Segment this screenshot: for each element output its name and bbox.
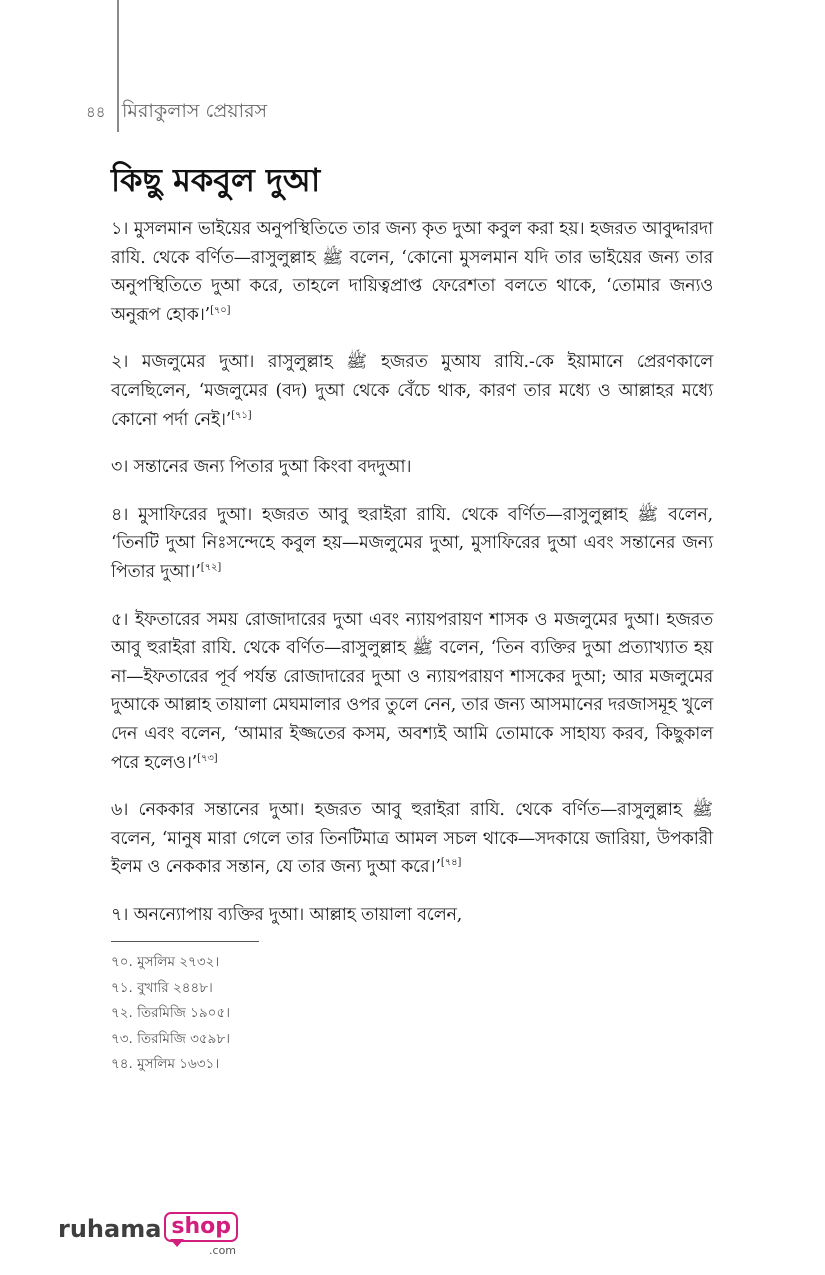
book-title: মিরাকুলাস প্রেয়ারস	[122, 100, 268, 122]
paragraph-2	[111, 348, 713, 434]
ruhamashop-logo	[58, 1212, 238, 1260]
footnote: ৭৩. তিরমিজি ৩৫৯৮।	[111, 1030, 231, 1047]
paragraph-text: ১। মুসলমান ভাইয়ের অনুপস্থিতিতে তার জন্য কৃত দুআ কবুল করা হয়। হজরত আবুদ্দারদা রাযি. থেকে বর্ণিত—রাসুলুল্লাহ ﷺ বলেন, ‘কোনো মুসলমান যদি তার ভাইয়ের জন্য তার অনুপস্থিতিতে দুআ করে, তাহলে দায়িত্বপ্রাপ্ত ফেরেশতা বলতে থাকে, ‘তোমার জন্যও অনুরূপ হোক।’	[111, 219, 713, 325]
paragraph-1	[111, 215, 713, 329]
reference-marker: [৭১]	[231, 409, 252, 421]
footnotes	[111, 950, 713, 1078]
footnote: ৭২. তিরমিজি ১৯০৫।	[111, 1005, 231, 1022]
logo-domain: .com	[209, 1244, 237, 1257]
paragraph-7	[111, 901, 713, 930]
speech-bubble-tail	[170, 1239, 184, 1247]
paragraph-text: ৬। নেককার সন্তানের দুআ। হজরত আবু হুরাইরা রাযি. থেকে বর্ণিত—রাসুলুল্লাহ ﷺ বলেন, ‘মানুষ মারা গেলে তার তিনটিমাত্র আমল সচল থাকে—সদকায়ে জারিয়া, উপকারী ইলম ও নেককার সন্তান, যে তার জন্য দুআ করে।’	[111, 800, 713, 878]
footnote: ৭৪. মুসলিম ১৬৩১।	[111, 1056, 220, 1073]
reference-marker: [৭৩]	[197, 752, 218, 764]
footnote: ৭০. মুসলিম ২৭৩২।	[111, 954, 220, 971]
footnote: ৭১. বুখারি ২৪৪৮।	[111, 979, 213, 996]
paragraph-text: ২। মজলুমের দুআ। রাসুলুল্লাহ ﷺ হজরত মুআয রাযি.-কে ইয়ামানে প্রেরণকালে বলেছিলেন, ‘মজলুমের (বদ) দুআ থেকে বেঁচে থাক, কারণ তার মধ্যে ও আল্লাহর মধ্যে কোনো পর্দা নেই।’	[111, 352, 714, 430]
paragraph-text: ৩। সন্তানের জন্য পিতার দুআ কিংবা বদদুআ।	[111, 457, 412, 478]
reference-marker: [৭০]	[210, 305, 231, 317]
footnote-divider	[111, 941, 259, 942]
chapter-title: কিছু মকবুল দুআ	[111, 161, 321, 199]
logo-wordmark: ruhama	[58, 1215, 162, 1243]
paragraph-text: ৫। ইফতারের সময় রোজাদারের দুআ এবং ন্যায়পরায়ণ শাসক ও মজলুমের দুআ। হজরত আবু হুরাইরা রাযি. থেকে বর্ণিত—রাসুলুল্লাহ ﷺ বলেন, ‘তিন ব্যক্তির দুআ প্রত্যাখ্যাত হয় না—ইফতারের পূর্ব পর্যন্ত রোজাদারের দুআ ও ন্যায়পরায়ণ শাসকের দুআ; আর মজলুমের দুআকে আল্লাহ তায়ালা মেঘমালার ওপর তুলে নেন, তার জন্য আসমানের দরজাসমূহ খুলে দেন এবং বলেন, ‘আমার ইজ্জতের কসম, অবশ্যই আমি তোমাকে সাহায্য করব, কিছুকাল পরে হলেও।’	[111, 609, 713, 773]
running-head	[86, 98, 267, 128]
logo-badge	[164, 1212, 238, 1257]
paragraph-6	[111, 796, 713, 882]
paragraph-text: ৪। মুসাফিরের দুআ। হজরত আবু হুরাইরা রাযি. থেকে বর্ণিত—রাসুলুল্লাহ ﷺ বলেন, ‘তিনটি দুআ নিঃসন্দেহে কবুল হয়—মজলুমের দুআ, মুসাফিরের দুআ এবং সন্তানের জন্য পিতার দুআ।’	[111, 504, 713, 582]
paragraph-5	[111, 606, 713, 778]
logo-shop-text: shop	[164, 1212, 238, 1242]
page-body	[111, 215, 713, 1078]
paragraph-4	[111, 501, 713, 587]
paragraph-3	[111, 453, 713, 482]
reference-marker: [৭৪]	[440, 857, 462, 869]
page-number: ৪৪	[86, 102, 106, 121]
reference-marker: [৭২]	[200, 562, 222, 574]
paragraph-text: ৭। অনন্যোপায় ব্যক্তির দুআ। আল্লাহ তায়ালা বলেন,	[111, 904, 463, 925]
